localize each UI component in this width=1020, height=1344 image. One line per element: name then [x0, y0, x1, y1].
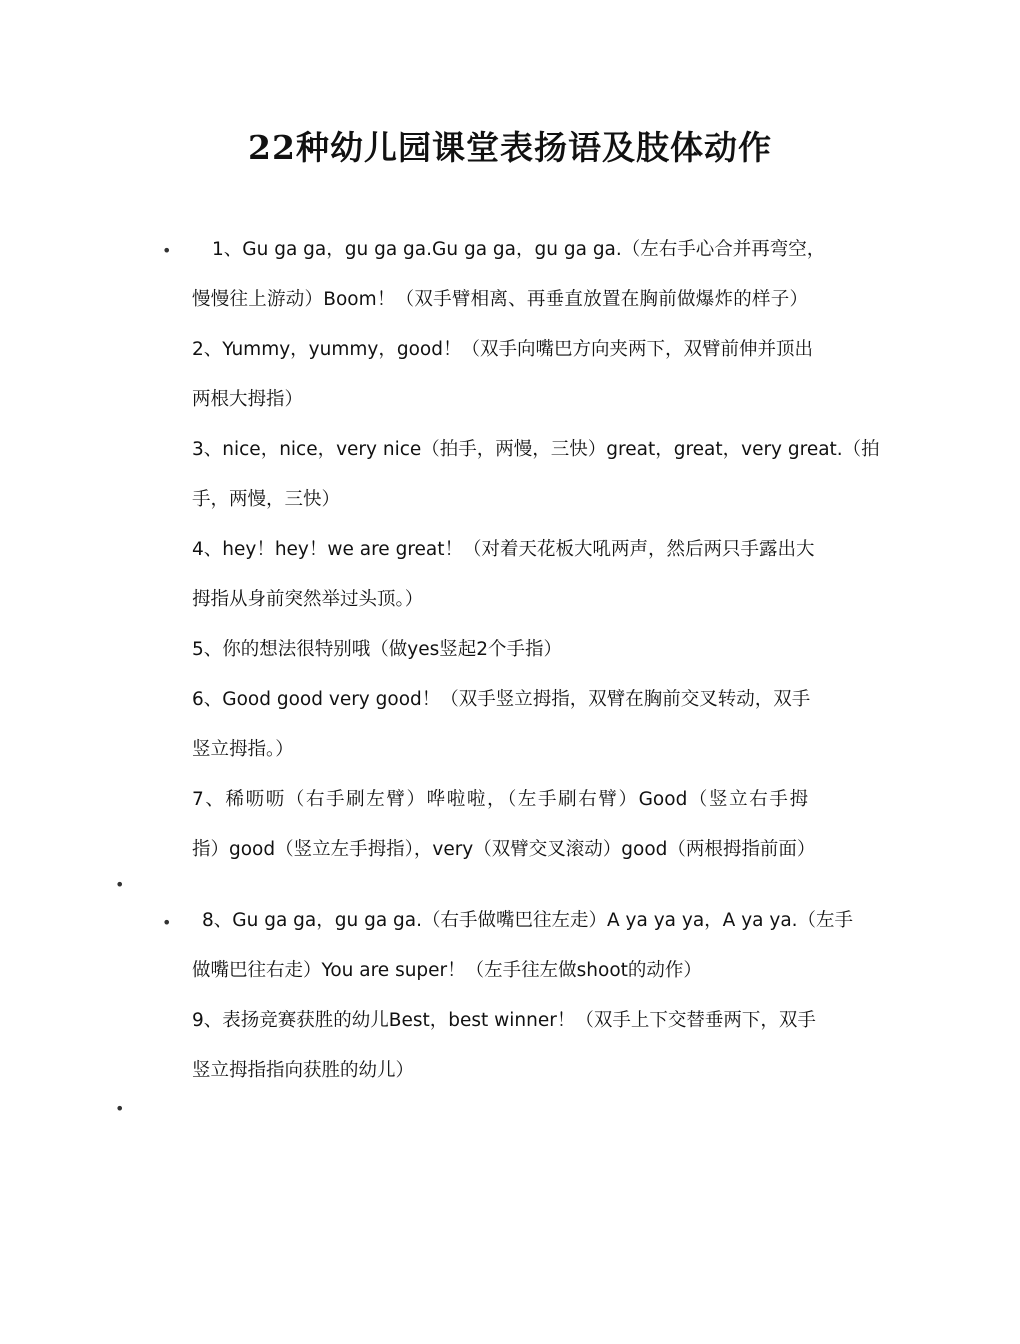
text-line: 竖立拇指。）: [192, 739, 294, 760]
text-line: 8、Gu ga ga，gu ga ga.（右手做嘴巴往左走）A ya ya ya，A ya ya.（左手: [202, 910, 854, 931]
text-line: 拇指从身前突然举过头顶。）: [192, 589, 424, 610]
list-item-section-1: [192, 225, 880, 875]
list-bullet-2: •: [162, 913, 172, 932]
list-bullet-empty-2: •: [115, 1099, 125, 1118]
text-line: 2、Yummy，yummy，good！（双手向嘴巴方向夹两下，双臂前伸并顶出: [192, 339, 813, 360]
text-line: 9、表扬竞赛获胜的幼儿Best，best winner！（双手上下交替垂两下，双手: [192, 1010, 816, 1031]
text-line: 1、Gu ga ga，gu ga ga.Gu ga ga，gu ga ga.（左右手心合并再弯空，: [212, 239, 826, 260]
text-line: 3、nice，nice，very nice（拍手，两慢，三快）great，great，very great.（拍: [192, 439, 880, 460]
text-line: 6、Good good very good！（双手竖立拇指，双臂在胸前交叉转动，双手: [192, 689, 811, 710]
document-title: 22种幼儿园课堂表扬语及肢体动作: [248, 128, 772, 167]
text-line: 4、hey！hey！we are great！（对着天花板大吼两声，然后两只手露出大: [192, 539, 815, 560]
list-item-section-2: [192, 896, 854, 1096]
list-bullet-empty-1: •: [115, 875, 125, 894]
text-line: 做嘴巴往右走）You are super！（左手往左做shoot的动作）: [192, 960, 702, 981]
list-bullet-1: •: [162, 241, 172, 260]
text-line: 指）good（竖立左手拇指），very（双臂交叉滚动）good（两根拇指前面）: [192, 839, 816, 860]
text-line: 慢慢往上游动）Boom！（双手臂相离、再垂直放置在胸前做爆炸的样子）: [192, 289, 808, 310]
text-line: 竖立拇指指向获胜的幼儿）: [192, 1060, 415, 1081]
text-line: 两根大拇指）: [192, 389, 304, 410]
text-line: 手，两慢，三快）: [192, 489, 341, 510]
text-line: 5、你的想法很特别哦（做yes竖起2个手指）: [192, 639, 563, 660]
text-line: 7、稀呖呖（右手刷左臂）哗啦啦，（左手刷右臂）Good（竖立右手拇: [192, 789, 808, 810]
